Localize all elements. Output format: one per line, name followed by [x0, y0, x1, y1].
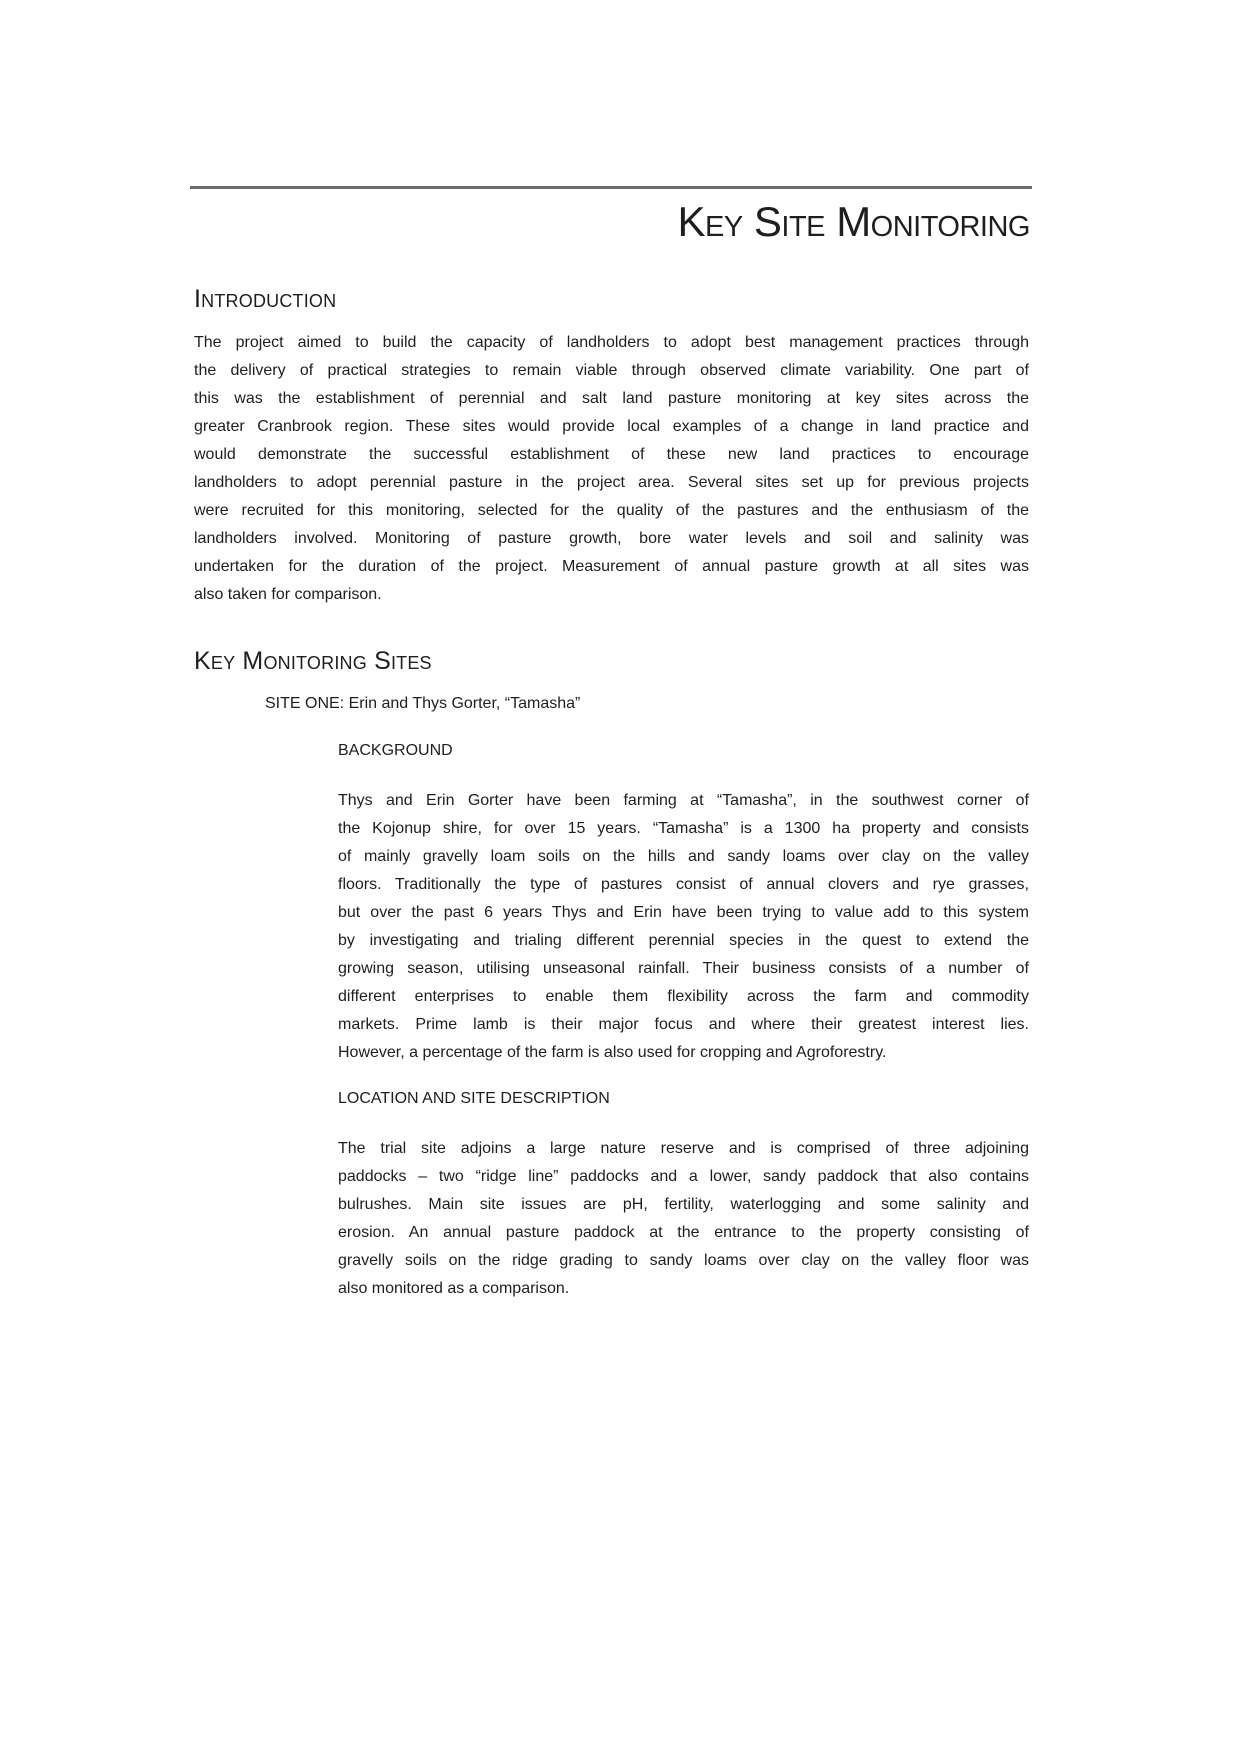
paragraph-line: this was the establishment of perennial and salt land pasture monitoring at key sites across the	[194, 390, 1029, 407]
key-monitoring-sites-heading: Key Monitoring Sites	[194, 647, 432, 675]
paragraph-line: floors. Traditionally the type of pastures consist of annual clovers and rye grasses,	[338, 876, 1029, 893]
paragraph-line: The project aimed to build the capacity of landholders to adopt best management practices through	[194, 334, 1029, 351]
paragraph-line: growing season, utilising unseasonal rainfall. Their business consists of a number of	[338, 960, 1029, 977]
location-heading: LOCATION AND SITE DESCRIPTION	[338, 1090, 610, 1107]
background-heading: BACKGROUND	[338, 742, 453, 759]
header-rule	[190, 186, 1032, 189]
paragraph-line: gravelly soils on the ridge grading to sandy loams over clay on the valley floor was	[338, 1252, 1029, 1269]
paragraph-line: paddocks – two “ridge line” paddocks and a lower, sandy paddock that also contains	[338, 1168, 1029, 1185]
paragraph-line: by investigating and trialing different perennial species in the quest to extend the	[338, 932, 1029, 949]
paragraph-line: landholders involved. Monitoring of pasture growth, bore water levels and soil and salinity was	[194, 530, 1029, 547]
paragraph-line: However, a percentage of the farm is also used for cropping and Agroforestry.	[338, 1044, 887, 1061]
paragraph-line: of mainly gravelly loam soils on the hills and sandy loams over clay on the valley	[338, 848, 1029, 865]
paragraph-line: bulrushes. Main site issues are pH, fertility, waterlogging and some salinity and	[338, 1196, 1029, 1213]
site-one-label: SITE ONE: Erin and Thys Gorter, “Tamasha”	[265, 695, 581, 712]
paragraph-line: markets. Prime lamb is their major focus and where their greatest interest lies.	[338, 1016, 1029, 1033]
page-title: Key Site Monitoring	[677, 198, 1030, 245]
paragraph-line: different enterprises to enable them flexibility across the farm and commodity	[338, 988, 1029, 1005]
paragraph-line: undertaken for the duration of the project. Measurement of annual pasture growth at all sites was	[194, 558, 1029, 575]
paragraph-line: the Kojonup shire, for over 15 years. “Tamasha” is a 1300 ha property and consists	[338, 820, 1029, 837]
paragraph-line: The trial site adjoins a large nature reserve and is comprised of three adjoining	[338, 1140, 1029, 1157]
paragraph-line: erosion. An annual pasture paddock at the entrance to the property consisting of	[338, 1224, 1029, 1241]
location-paragraph	[338, 1135, 1029, 1303]
background-paragraph	[338, 787, 1029, 1067]
paragraph-line: but over the past 6 years Thys and Erin have been trying to value add to this system	[338, 904, 1029, 921]
paragraph-line: Thys and Erin Gorter have been farming at “Tamasha”, in the southwest corner of	[338, 792, 1029, 809]
paragraph-line: landholders to adopt perennial pasture in the project area. Several sites set up for previous projects	[194, 474, 1029, 491]
paragraph-line: also monitored as a comparison.	[338, 1280, 570, 1297]
paragraph-line: were recruited for this monitoring, selected for the quality of the pastures and the enthusiasm of the	[194, 502, 1029, 519]
paragraph-line: the delivery of practical strategies to remain viable through observed climate variability. One part of	[194, 362, 1029, 379]
paragraph-line: also taken for comparison.	[194, 586, 382, 603]
paragraph-line: greater Cranbrook region. These sites would provide local examples of a change in land practice and	[194, 418, 1029, 435]
paragraph-line: would demonstrate the successful establishment of these new land practices to encourage	[194, 446, 1029, 463]
introduction-heading: Introduction	[194, 285, 337, 313]
introduction-paragraph	[194, 329, 1029, 609]
